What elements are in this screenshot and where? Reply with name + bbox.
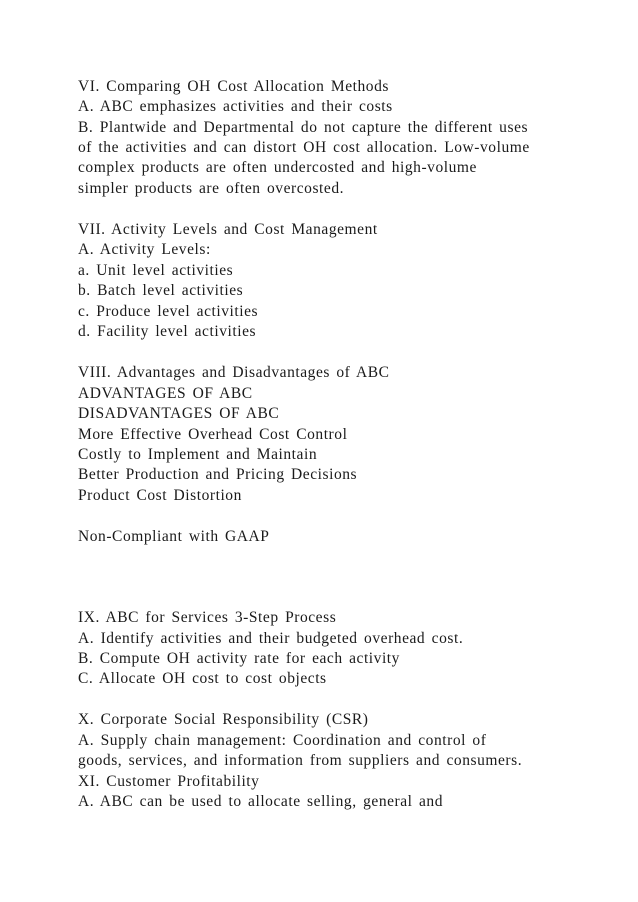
text-line: A. Identify activities and their budgeted overhead cost. — [78, 630, 464, 647]
list-item: c. Produce level activities — [78, 303, 259, 320]
text-line: goods, services, and information from suppliers and consumers. — [78, 752, 523, 769]
text-line: More Effective Overhead Cost Control — [78, 426, 348, 443]
section-heading-advantages: VIII. Advantages and Disadvantages of ABC — [78, 364, 390, 381]
text-line: of the activities and can distort OH cost allocation. Low-volume — [78, 139, 530, 156]
text-line: Costly to Implement and Maintain — [78, 446, 318, 463]
text-line: B. Plantwide and Departmental do not capture the different uses — [78, 119, 529, 136]
text-line: Product Cost Distortion — [78, 487, 242, 504]
text-line: A. Supply chain management: Coordination and control of — [78, 732, 487, 749]
text-line: ADVANTAGES OF ABC — [78, 385, 253, 402]
section-heading-customer-profitability: XI. Customer Profitability — [78, 773, 260, 790]
list-item: a. Unit level activities — [78, 262, 234, 279]
section-heading-abc-services: IX. ABC for Services 3-Step Process — [78, 609, 337, 626]
text-line: complex products are often undercosted and high-volume — [78, 159, 477, 176]
text-line: B. Compute OH activity rate for each activity — [78, 650, 400, 667]
list-item: b. Batch level activities — [78, 282, 244, 299]
text-line: A. ABC emphasizes activities and their costs — [78, 98, 393, 115]
text-line: Non-Compliant with GAAP — [78, 528, 270, 545]
text-line: DISADVANTAGES OF ABC — [78, 405, 280, 422]
text-line: Better Production and Pricing Decisions — [78, 466, 358, 483]
section-heading-comparing-oh: VI. Comparing OH Cost Allocation Methods — [78, 78, 389, 95]
list-item: d. Facility level activities — [78, 323, 257, 340]
text-line: simpler products are often overcosted. — [78, 180, 345, 197]
section-heading-csr: X. Corporate Social Responsibility (CSR) — [78, 711, 369, 728]
text-line: A. ABC can be used to allocate selling, general and — [78, 793, 443, 810]
text-line: C. Allocate OH cost to cost objects — [78, 670, 327, 687]
section-heading-activity-levels: VII. Activity Levels and Cost Management — [78, 221, 378, 238]
text-line: A. Activity Levels: — [78, 241, 211, 258]
